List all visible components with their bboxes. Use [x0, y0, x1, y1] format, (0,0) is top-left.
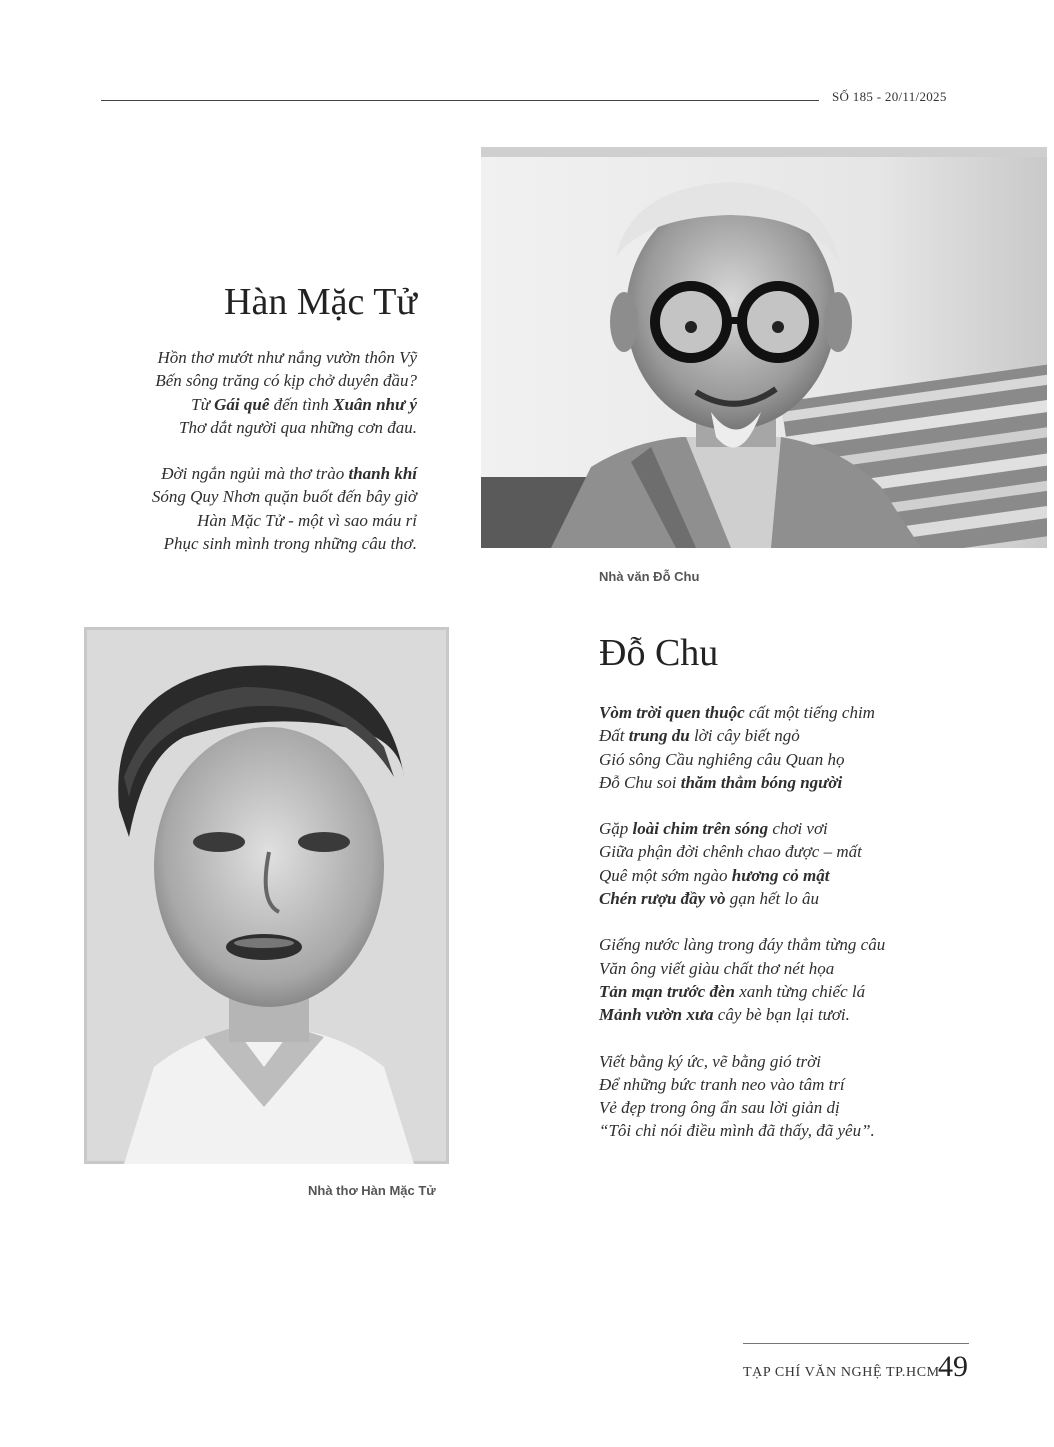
poem-title-han-mac-tu: Hàn Mặc Tử — [224, 281, 417, 323]
poem-text: Đời ngắn ngủi mà thơ trào — [161, 464, 349, 484]
poem-line — [152, 509, 417, 532]
poem-line — [599, 980, 885, 1003]
poem-text: Bến sông trăng có kịp chở duyên đầu? — [155, 371, 417, 391]
stanza — [599, 701, 885, 794]
poem-text: Viết bằng ký ức, vẽ bằng gió trời — [599, 1051, 821, 1071]
poem-text: Hồn thơ mướt như nắng vườn thôn Vỹ — [157, 348, 417, 367]
poem-text: chơi vơi — [768, 819, 828, 839]
poem-text: Thơ dắt người qua những cơn đau. — [179, 417, 417, 437]
poem-emphasis: Chén rượu đầy vò — [599, 889, 726, 909]
poem-title-do-chu: Đỗ Chu — [599, 632, 719, 674]
poem-emphasis: loài chim trên sóng — [632, 819, 769, 839]
poem-line — [152, 485, 417, 508]
poem-line — [152, 346, 417, 369]
poem-line — [152, 369, 417, 392]
poem-line — [599, 1119, 885, 1142]
magazine-name: TẠP CHÍ VĂN NGHỆ TP.HCM — [743, 1365, 940, 1380]
poem-text: Gió sông Cầu nghiêng câu Quan họ — [599, 749, 845, 769]
poem-emphasis: hương cỏ mật — [731, 865, 830, 885]
poem-emphasis: trung du — [628, 726, 690, 746]
poem-emphasis: thanh khí — [348, 464, 417, 484]
poem-line — [599, 1003, 885, 1026]
poem-text: đến tình — [269, 394, 334, 414]
page-number: 49 — [938, 1350, 968, 1383]
poem-line — [152, 532, 417, 555]
poem-line — [599, 701, 885, 724]
poem-line — [599, 933, 885, 956]
poem-text: gạn hết lo âu — [725, 889, 820, 909]
poem-text: “Tôi chỉ nói điều mình đã thấy, đã yêu”. — [599, 1121, 875, 1141]
poem-text: Vẻ đẹp trong ông ẩn sau lời giản dị — [599, 1098, 840, 1118]
poem-emphasis: Vòm trời quen thuộc — [599, 703, 745, 722]
poem-text: Từ — [191, 394, 215, 414]
header-rule — [101, 100, 819, 101]
poem-text: Đất — [599, 726, 629, 746]
poem-text: Quê một sớm ngào — [599, 865, 732, 885]
photo-do-chu — [481, 147, 1047, 548]
stanza — [152, 346, 417, 439]
poem-text: cây bè bạn lại tươi. — [713, 1005, 850, 1025]
footer-rule — [743, 1343, 969, 1344]
poem-text: Giữa phận đời chênh chao được – mất — [599, 842, 862, 862]
poem-emphasis: Gái quê — [214, 394, 270, 414]
poem-text: Gặp — [599, 819, 633, 839]
portrait-han-mac-tu-image — [84, 627, 449, 1164]
poem-line — [599, 840, 885, 863]
photo-han-mac-tu — [84, 627, 449, 1164]
poem-text: Phục sinh mình trong những câu thơ. — [163, 534, 417, 554]
poem-line — [599, 957, 885, 980]
poem-emphasis: Mảnh vườn xưa — [599, 1005, 714, 1025]
poem-text: xanh từng chiếc lá — [734, 981, 866, 1001]
poem-line — [599, 887, 885, 910]
photo-do-chu-caption: Nhà văn Đỗ Chu — [599, 569, 700, 584]
poem-line — [599, 1073, 885, 1096]
poem-han-mac-tu — [152, 346, 417, 578]
stanza — [599, 1050, 885, 1143]
portrait-do-chu-image — [481, 147, 1047, 548]
poem-line — [599, 817, 885, 840]
poem-line — [599, 748, 885, 771]
poem-text: Đỗ Chu soi — [599, 772, 681, 792]
poem-text: Để những bức tranh neo vào tâm trí — [599, 1074, 845, 1094]
poem-emphasis: thăm thẳm bóng người — [680, 772, 843, 792]
photo-han-mac-tu-caption: Nhà thơ Hàn Mặc Tử — [308, 1183, 436, 1198]
poem-text: Hàn Mặc Tử - một vì sao máu rỉ — [197, 510, 417, 530]
poem-line — [599, 724, 885, 747]
stanza — [599, 817, 885, 910]
poem-emphasis: Tản mạn trước đèn — [599, 981, 735, 1001]
poem-text: lời cây biết ngỏ — [689, 726, 800, 746]
poem-text: Văn ông viết giàu chất thơ nét họa — [599, 958, 835, 978]
poem-line — [152, 462, 417, 485]
stanza — [152, 462, 417, 555]
poem-line — [152, 416, 417, 439]
poem-emphasis: Xuân như ý — [333, 394, 417, 414]
poem-line — [152, 393, 417, 416]
poem-text: Sóng Quy Nhơn quặn buốt đến bây giờ — [151, 487, 417, 507]
poem-line — [599, 1050, 885, 1073]
stanza — [599, 933, 885, 1026]
poem-line — [599, 1096, 885, 1119]
poem-text: Giếng nước làng trong đáy thẳm từng câu — [599, 935, 886, 955]
poem-line — [599, 864, 885, 887]
poem-line — [599, 771, 885, 794]
issue-label: SỐ 185 - 20/11/2025 — [832, 89, 947, 104]
poem-text: cất một tiếng chim — [744, 703, 875, 722]
poem-do-chu — [599, 701, 885, 1166]
